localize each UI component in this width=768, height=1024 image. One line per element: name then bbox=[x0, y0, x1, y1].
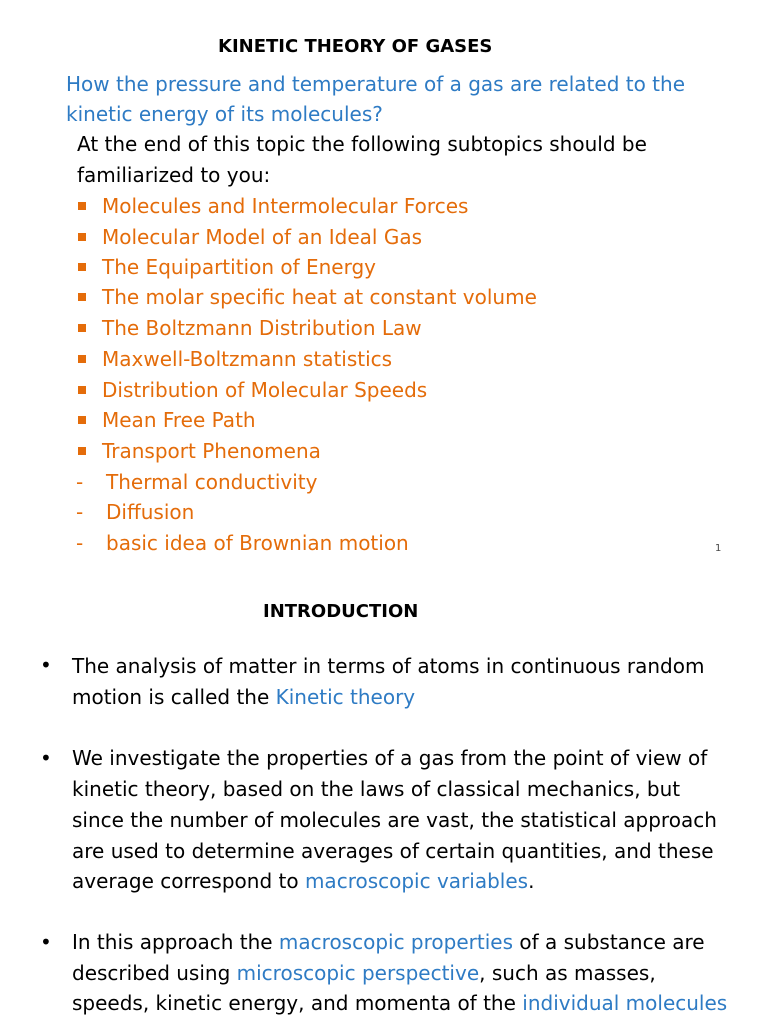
paragraph-line: kinetic theory, based on the laws of classical mechanics, but bbox=[72, 777, 681, 801]
text-span: described using bbox=[72, 961, 237, 985]
bullet-dot-icon: • bbox=[40, 746, 52, 770]
text-span: . bbox=[528, 869, 535, 893]
list-item-label: The Equipartition of Energy bbox=[102, 255, 377, 279]
bullet-dot-icon: • bbox=[40, 653, 52, 677]
text-span: of a substance are bbox=[513, 930, 705, 954]
question-line-2: kinetic energy of its molecules? bbox=[66, 102, 383, 126]
highlighted-term: macroscopic properties bbox=[278, 930, 513, 954]
highlighted-term: macroscopic variables bbox=[304, 869, 529, 893]
paragraph-line bbox=[72, 988, 727, 1019]
dash-bullet-icon: - bbox=[76, 470, 84, 494]
list-item-label: Mean Free Path bbox=[102, 408, 256, 432]
list-item-label: The molar specific heat at constant volume bbox=[102, 285, 537, 309]
paragraph-line bbox=[72, 927, 705, 958]
paragraph-line bbox=[72, 866, 534, 897]
square-bullet-icon bbox=[78, 447, 86, 455]
dash-bullet-icon: - bbox=[76, 531, 84, 555]
square-bullet-icon bbox=[78, 263, 86, 271]
text-span: , such as masses, bbox=[479, 961, 656, 985]
section-heading: INTRODUCTION bbox=[263, 601, 419, 622]
list-item-label: Diffusion bbox=[106, 500, 195, 524]
list-item-label: Maxwell-Boltzmann statistics bbox=[102, 347, 393, 371]
bullet-dot-icon: • bbox=[40, 930, 52, 954]
square-bullet-icon bbox=[78, 202, 86, 210]
paragraph-line bbox=[72, 682, 415, 713]
question-line-1: How the pressure and temperature of a gas are related to the bbox=[66, 72, 686, 96]
list-item-label: The Boltzmann Distribution Law bbox=[102, 316, 422, 340]
square-bullet-icon bbox=[78, 386, 86, 394]
paragraph-line: The analysis of matter in terms of atoms in continuous random bbox=[72, 654, 705, 678]
paragraph-line: since the number of molecules are vast, the statistical approach bbox=[72, 808, 717, 832]
highlighted-term: microscopic perspective bbox=[236, 961, 480, 985]
square-bullet-icon bbox=[78, 324, 86, 332]
intro-line-1: At the end of this topic the following subtopics should be bbox=[77, 132, 647, 156]
slide-title: KINETIC THEORY OF GASES bbox=[218, 36, 493, 57]
paragraph-line bbox=[72, 958, 656, 989]
list-item-label: basic idea of Brownian motion bbox=[106, 531, 409, 555]
highlighted-term: individual molecules bbox=[522, 991, 728, 1015]
text-span: In this approach the bbox=[72, 930, 279, 954]
list-item-label: Transport Phenomena bbox=[102, 439, 321, 463]
list-item-label: Molecules and Intermolecular Forces bbox=[102, 194, 469, 218]
square-bullet-icon bbox=[78, 233, 86, 241]
list-item-label: Thermal conductivity bbox=[106, 470, 318, 494]
square-bullet-icon bbox=[78, 355, 86, 363]
intro-line-2: familiarized to you: bbox=[77, 163, 271, 187]
text-span: average correspond to bbox=[72, 869, 305, 893]
text-span: motion is called the bbox=[72, 685, 276, 709]
square-bullet-icon bbox=[78, 293, 86, 301]
page-number: 1 bbox=[715, 543, 722, 554]
text-span: speeds, kinetic energy, and momenta of the bbox=[72, 991, 523, 1015]
paragraph-line: are used to determine averages of certain quantities, and these bbox=[72, 839, 714, 863]
highlighted-term: Kinetic theory bbox=[275, 685, 416, 709]
list-item-label: Molecular Model of an Ideal Gas bbox=[102, 225, 422, 249]
list-item-label: Distribution of Molecular Speeds bbox=[102, 378, 428, 402]
dash-bullet-icon: - bbox=[76, 500, 84, 524]
square-bullet-icon bbox=[78, 416, 86, 424]
paragraph-line: We investigate the properties of a gas from the point of view of bbox=[72, 746, 708, 770]
